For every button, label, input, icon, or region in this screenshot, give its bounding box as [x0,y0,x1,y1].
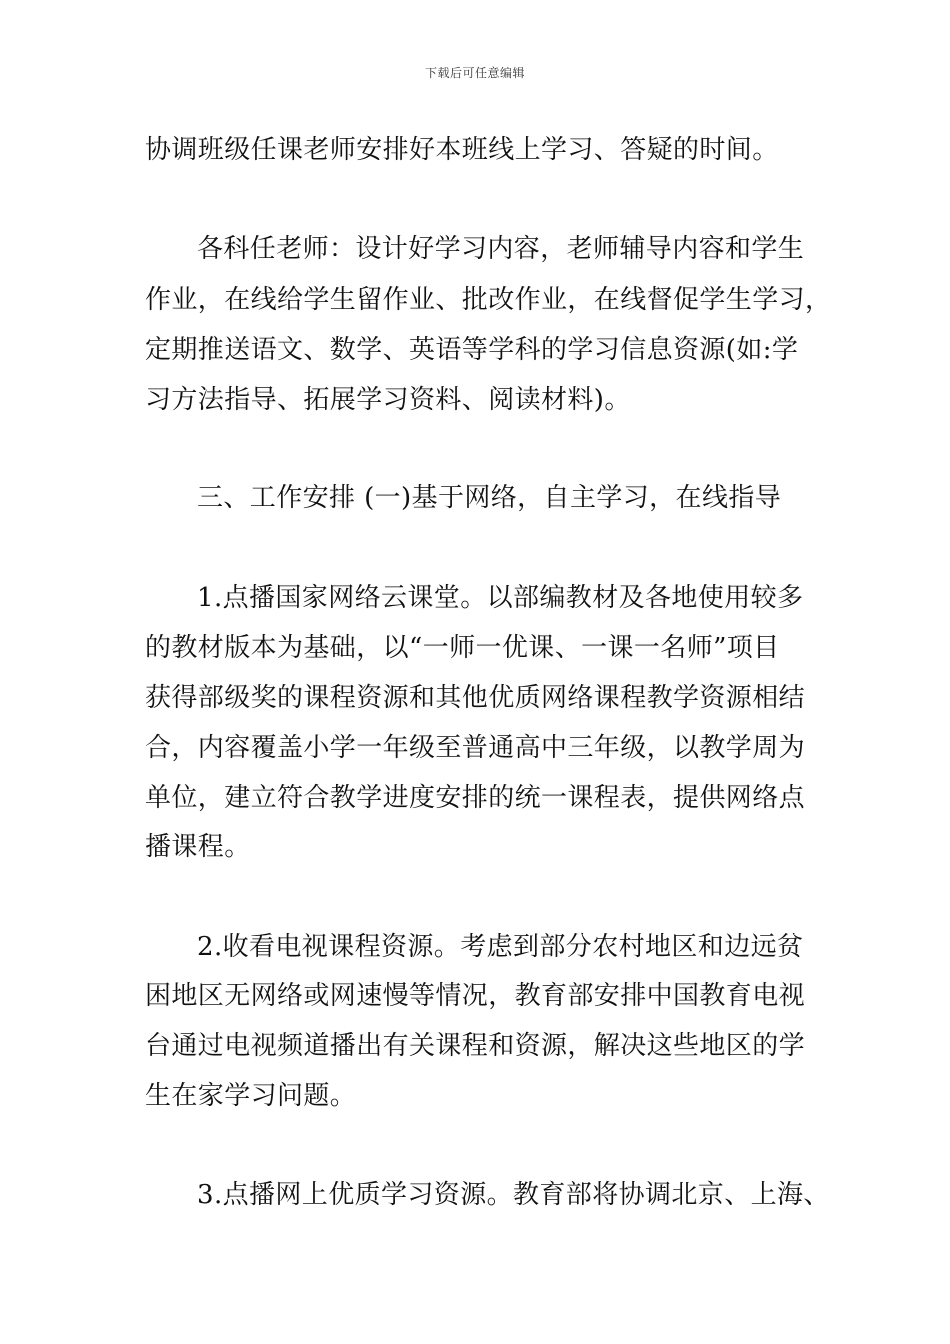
text-line: 作业，在线给学生留作业、批改作业，在线督促学生学习， [145,285,832,315]
section-heading: 三、工作安排 (一)基于网络，自主学习，在线指导 [197,483,782,513]
text-line: 3.点播网上优质学习资源。教育部将协调北京、上海、 [197,1180,830,1210]
text-line: 合，内容覆盖小学一年级至普通高中三年级，以教学周为 [145,733,806,763]
text-line: 单位，建立符合教学进度安排的统一课程表，提供网络点 [145,783,806,813]
text-line: 的教材版本为基础，以“一师一优课、一课一名师”项目 [145,633,780,663]
text-line: 播课程。 [145,832,251,862]
page-header: 下载后可任意编辑 [424,66,525,80]
text-line: 定期推送语文、数学、英语等学科的学习信息资源(如:学 [145,335,799,365]
text-line: 习方法指导、拓展学习资料、阅读材料)。 [145,385,631,415]
text-line: 生在家学习问题。 [145,1081,357,1111]
text-line: 台通过电视频道播出有关课程和资源，解决这些地区的学 [145,1031,806,1061]
text-line: 获得部级奖的课程资源和其他优质网络课程教学资源相结 [145,683,806,713]
text-line: 各科任老师：设计好学习内容，老师辅导内容和学生 [197,234,805,264]
text-line: 协调班级任课老师安排好本班线上学习、答疑的时间。 [145,135,779,165]
text-line: 困地区无网络或网速慢等情况，教育部安排中国教育电视 [145,981,806,1011]
text-line: 1.点播国家网络云课堂。以部编教材及各地使用较多 [197,583,804,613]
text-line: 2.收看电视课程资源。考虑到部分农村地区和边远贫 [197,932,804,962]
